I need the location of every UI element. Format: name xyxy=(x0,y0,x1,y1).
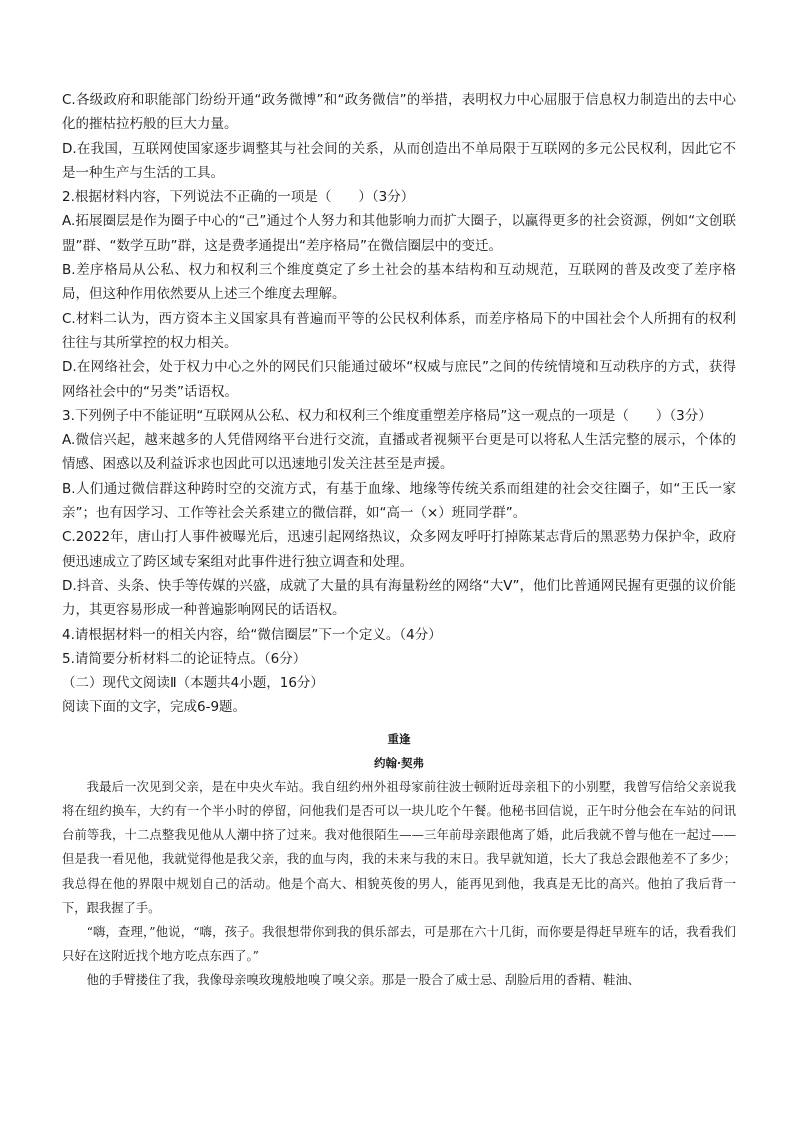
section-instruction: 阅读下面的文字，完成6-9题。 xyxy=(62,699,247,716)
section-heading: （二）现代文阅读Ⅱ（本题共4小题，16分） xyxy=(62,675,324,692)
story-title: 重逢 xyxy=(387,731,411,746)
question-3-option-c: C.2022年，唐山打人事件被曝光后，迅速引起网络热议，众多网友呼吁打掉陈某志背后的黑恶势力保护伞，政府便迅速成立了跨区域专案组对此事件进行独立调查和处理。 xyxy=(62,529,736,570)
story-paragraph-3: 他的手臂搂住了我，我像母亲嗅玫瑰般地嗅了嗅父亲。那是一股合了威士忌、刮脸后用的香精、鞋油、 xyxy=(86,973,640,988)
question-2-option-d: D.在网络社会，处于权力中心之外的网民们只能通过破坏“权威与庶民”之间的传统情境和互动秩序的方式，获得网络社会中的“另类”话语权。 xyxy=(62,359,736,400)
question-3-option-d: D.抖音、头条、快手等传媒的兴盛，成就了大量的具有海量粉丝的网络“大V”，他们比普通网民握有更强的议价能力，其更容易形成一种普遍影响网民的话语权。 xyxy=(62,577,736,619)
question-3-option-a: A.微信兴起，越来越多的人凭借网络平台进行交流，直播或者视频平台更是可以将私人生活完整的展示，个体的情感、困惑以及利益诉求也因此可以迅速地引发关注甚至是声援。 xyxy=(62,432,736,473)
story-paragraph-1: 我最后一次见到父亲，是在中央火车站。我自纽约州外祖母家前往波士顿附近母亲租下的小别墅，我曾写信给父亲说我将在纽约换车，大约有一个半小时的停留，问他我们是否可以一块儿吃个午餐。他秘书回信说，正午时分他会在车站的问讯台前等我，十二点整我见他从人潮中挤了过来。我对他很陌生——三年前母亲跟他离了婚，此后我就不曾与他在一起过——但是我一看见他，我就觉得他是我父亲，我的血与肉，我的未来与我的末日。我早就知道，长大了我总会跟他差不了多少；我总得在他的界限中规划自己的活动。他是个高大、相貌英俊的男人，能再见到他，我真是无比的高兴。他拍了我后背一下，跟我握了手。 xyxy=(62,779,736,915)
story-author: 约翰·契弗 xyxy=(373,755,424,770)
question-2-option-a: A.拓展圈层是作为圈子中心的“己”通过个人努力和其他影响力而扩大圈子，以赢得更多的社会资源，例如“文创联盟”群、“数学互助”群，这是费孝通提出“差序格局”在微信圈层中的变迁。 xyxy=(62,213,736,254)
question-4: 4.请根据材料一的相关内容，给“微信圈层”下一个定义。（4分） xyxy=(62,626,442,643)
question-2-option-b: B.差序格局从公私、权力和权利三个维度奠定了乡土社会的基本结构和互动规范，互联网的普及改变了差序格局，但这种作用依然要从上述三个维度去理解。 xyxy=(62,262,736,303)
question-2: 2.根据材料内容，下列说法不正确的一项是（ ）（3分） xyxy=(62,189,415,206)
option-d: D.在我国，互联网使国家逐步调整其与社会间的关系，从而创造出不单局限于互联网的多元公民权利，因此它不是一种生产与生活的工具。 xyxy=(62,140,736,181)
story-paragraph-2: “嗨，查理，”他说，“嗨，孩子。我很想带你到我的俱乐部去，可是那在六十几街，而你要是得赶早班车的话，我看我们只好在这附近找个地方吃点东西了。” xyxy=(62,924,736,964)
option-c: C.各级政府和职能部门纷纷开通“政务微博”和“政务微信”的举措，表明权力中心屈服于信息权力制造出的去中心化的摧枯拉朽般的巨大力量。 xyxy=(62,92,736,133)
question-3-option-b: B.人们通过微信群这种跨时空的交流方式，有基于血缘、地缘等传统关系而组建的社会交往圈子，如“王氏一家亲”；也有因学习、工作等社会关系建立的微信群，如“高一（×）班同学群”。 xyxy=(62,480,736,522)
question-5: 5.请简要分析材料二的论证特点。（6分） xyxy=(62,650,307,667)
question-3: 3.下列例子中不能证明“互联网从公私、权力和权利三个维度重塑差序格局”这一观点的一项是（ ）（3分） xyxy=(62,407,712,424)
question-2-option-c: C.材料二认为，西方资本主义国家具有普遍而平等的公民权利体系，而差序格局下的中国社会个人所拥有的权利往往与其所掌控的权力相关。 xyxy=(62,310,736,351)
